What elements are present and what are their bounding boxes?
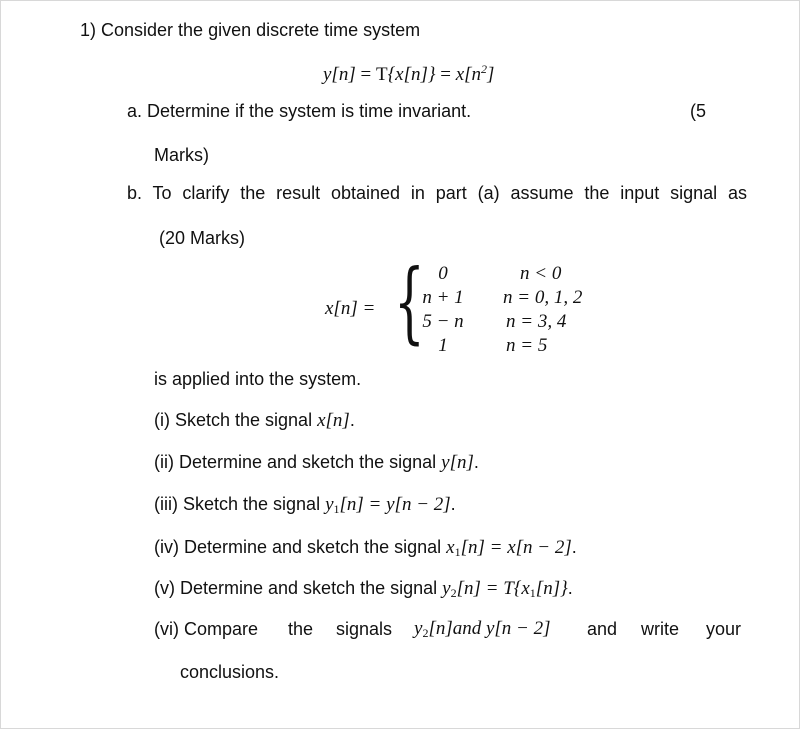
part-a-marks-open: (5	[690, 101, 707, 121]
left-brace: {	[394, 250, 425, 353]
item-vi-w4: and	[587, 619, 618, 639]
item-v-sub-b: 1	[529, 586, 536, 600]
item-ii-math: y[n]	[441, 452, 474, 473]
item-v-text: (v) Determine and sketch the signal	[154, 578, 443, 598]
case-condition-0: n < 0	[520, 263, 562, 284]
item-vi-w1: (vi) Compare	[154, 619, 259, 639]
item-i-end: .	[349, 410, 355, 430]
part-b-marks: (20 Marks)	[159, 228, 246, 248]
eq-rhs: x[n	[455, 64, 482, 85]
item-v-y: y	[442, 578, 451, 599]
item-i-text: (i) Sketch the signal	[154, 410, 318, 430]
item-vi-line2: conclusions.	[180, 662, 280, 682]
question-title: 1) Consider the given discrete time system	[80, 20, 421, 40]
eq-argument: {x[n]}	[387, 64, 436, 85]
eq-equals: =	[360, 64, 372, 85]
case-condition-1: n = 0, 1, 2	[503, 287, 583, 308]
eq-close: ]	[487, 64, 495, 85]
item-iv-end: .	[571, 537, 577, 557]
item-vi-math	[414, 618, 551, 641]
eq-exponent: 2	[481, 62, 488, 76]
item-v-math-b: [n]}	[535, 578, 568, 599]
item-i-math: x[n]	[317, 410, 350, 431]
item-vi-sub: 2	[422, 626, 429, 640]
item-iii-end: .	[450, 494, 456, 514]
item-iv-math: [n] = x[n − 2]	[460, 537, 572, 558]
eq-operator: T	[375, 64, 388, 85]
item-v	[154, 578, 573, 601]
applied-text: is applied into the system.	[154, 369, 362, 389]
case-value-2: 5 − n	[422, 311, 464, 332]
item-vi-w6: your	[706, 619, 742, 639]
item-vi-w5: write	[641, 619, 680, 639]
eq-lhs: y[n]	[323, 64, 356, 85]
item-v-math-a: [n] = T{x	[456, 578, 530, 599]
item-ii-text: (ii) Determine and sketch the signal	[154, 452, 442, 472]
part-b-text: b. To clarify the result obtained in part (a) assume the input signal as	[127, 183, 747, 203]
case-condition-3: n = 5	[506, 335, 548, 356]
item-vi-math-text: [n]and y[n − 2]	[428, 618, 551, 639]
case-value-0: 0	[438, 263, 448, 284]
system-equation	[323, 62, 494, 86]
item-iv-text: (iv) Determine and sketch the signal	[154, 537, 447, 557]
item-vi-y: y	[414, 618, 423, 639]
item-ii-end: .	[473, 452, 479, 472]
item-vi-w3: signals	[336, 619, 393, 639]
item-iv-sub: 1	[454, 545, 461, 559]
item-iv	[154, 537, 577, 560]
item-iii-math: [n] = y[n − 2]	[339, 494, 451, 515]
item-iii-sub: 1	[333, 502, 340, 516]
item-i	[154, 410, 355, 432]
item-iv-x: x	[446, 537, 455, 558]
item-iii-y: y	[325, 494, 334, 515]
part-a-text: a. Determine if the system is time invariant.	[127, 101, 472, 121]
item-v-end: .	[567, 578, 573, 598]
item-vi-w2: the	[288, 619, 314, 639]
item-v-sub: 2	[450, 586, 457, 600]
item-iii	[154, 494, 456, 517]
piecewise-lhs: x[n] =	[325, 298, 376, 319]
eq-equals-2: =	[440, 64, 451, 85]
case-condition-2: n = 3, 4	[506, 311, 567, 332]
item-iii-text: (iii) Sketch the signal	[154, 494, 326, 514]
item-ii	[154, 452, 479, 474]
case-value-1: n + 1	[422, 287, 464, 308]
case-value-3: 1	[438, 335, 448, 356]
part-a-marks-close: Marks)	[154, 145, 209, 165]
